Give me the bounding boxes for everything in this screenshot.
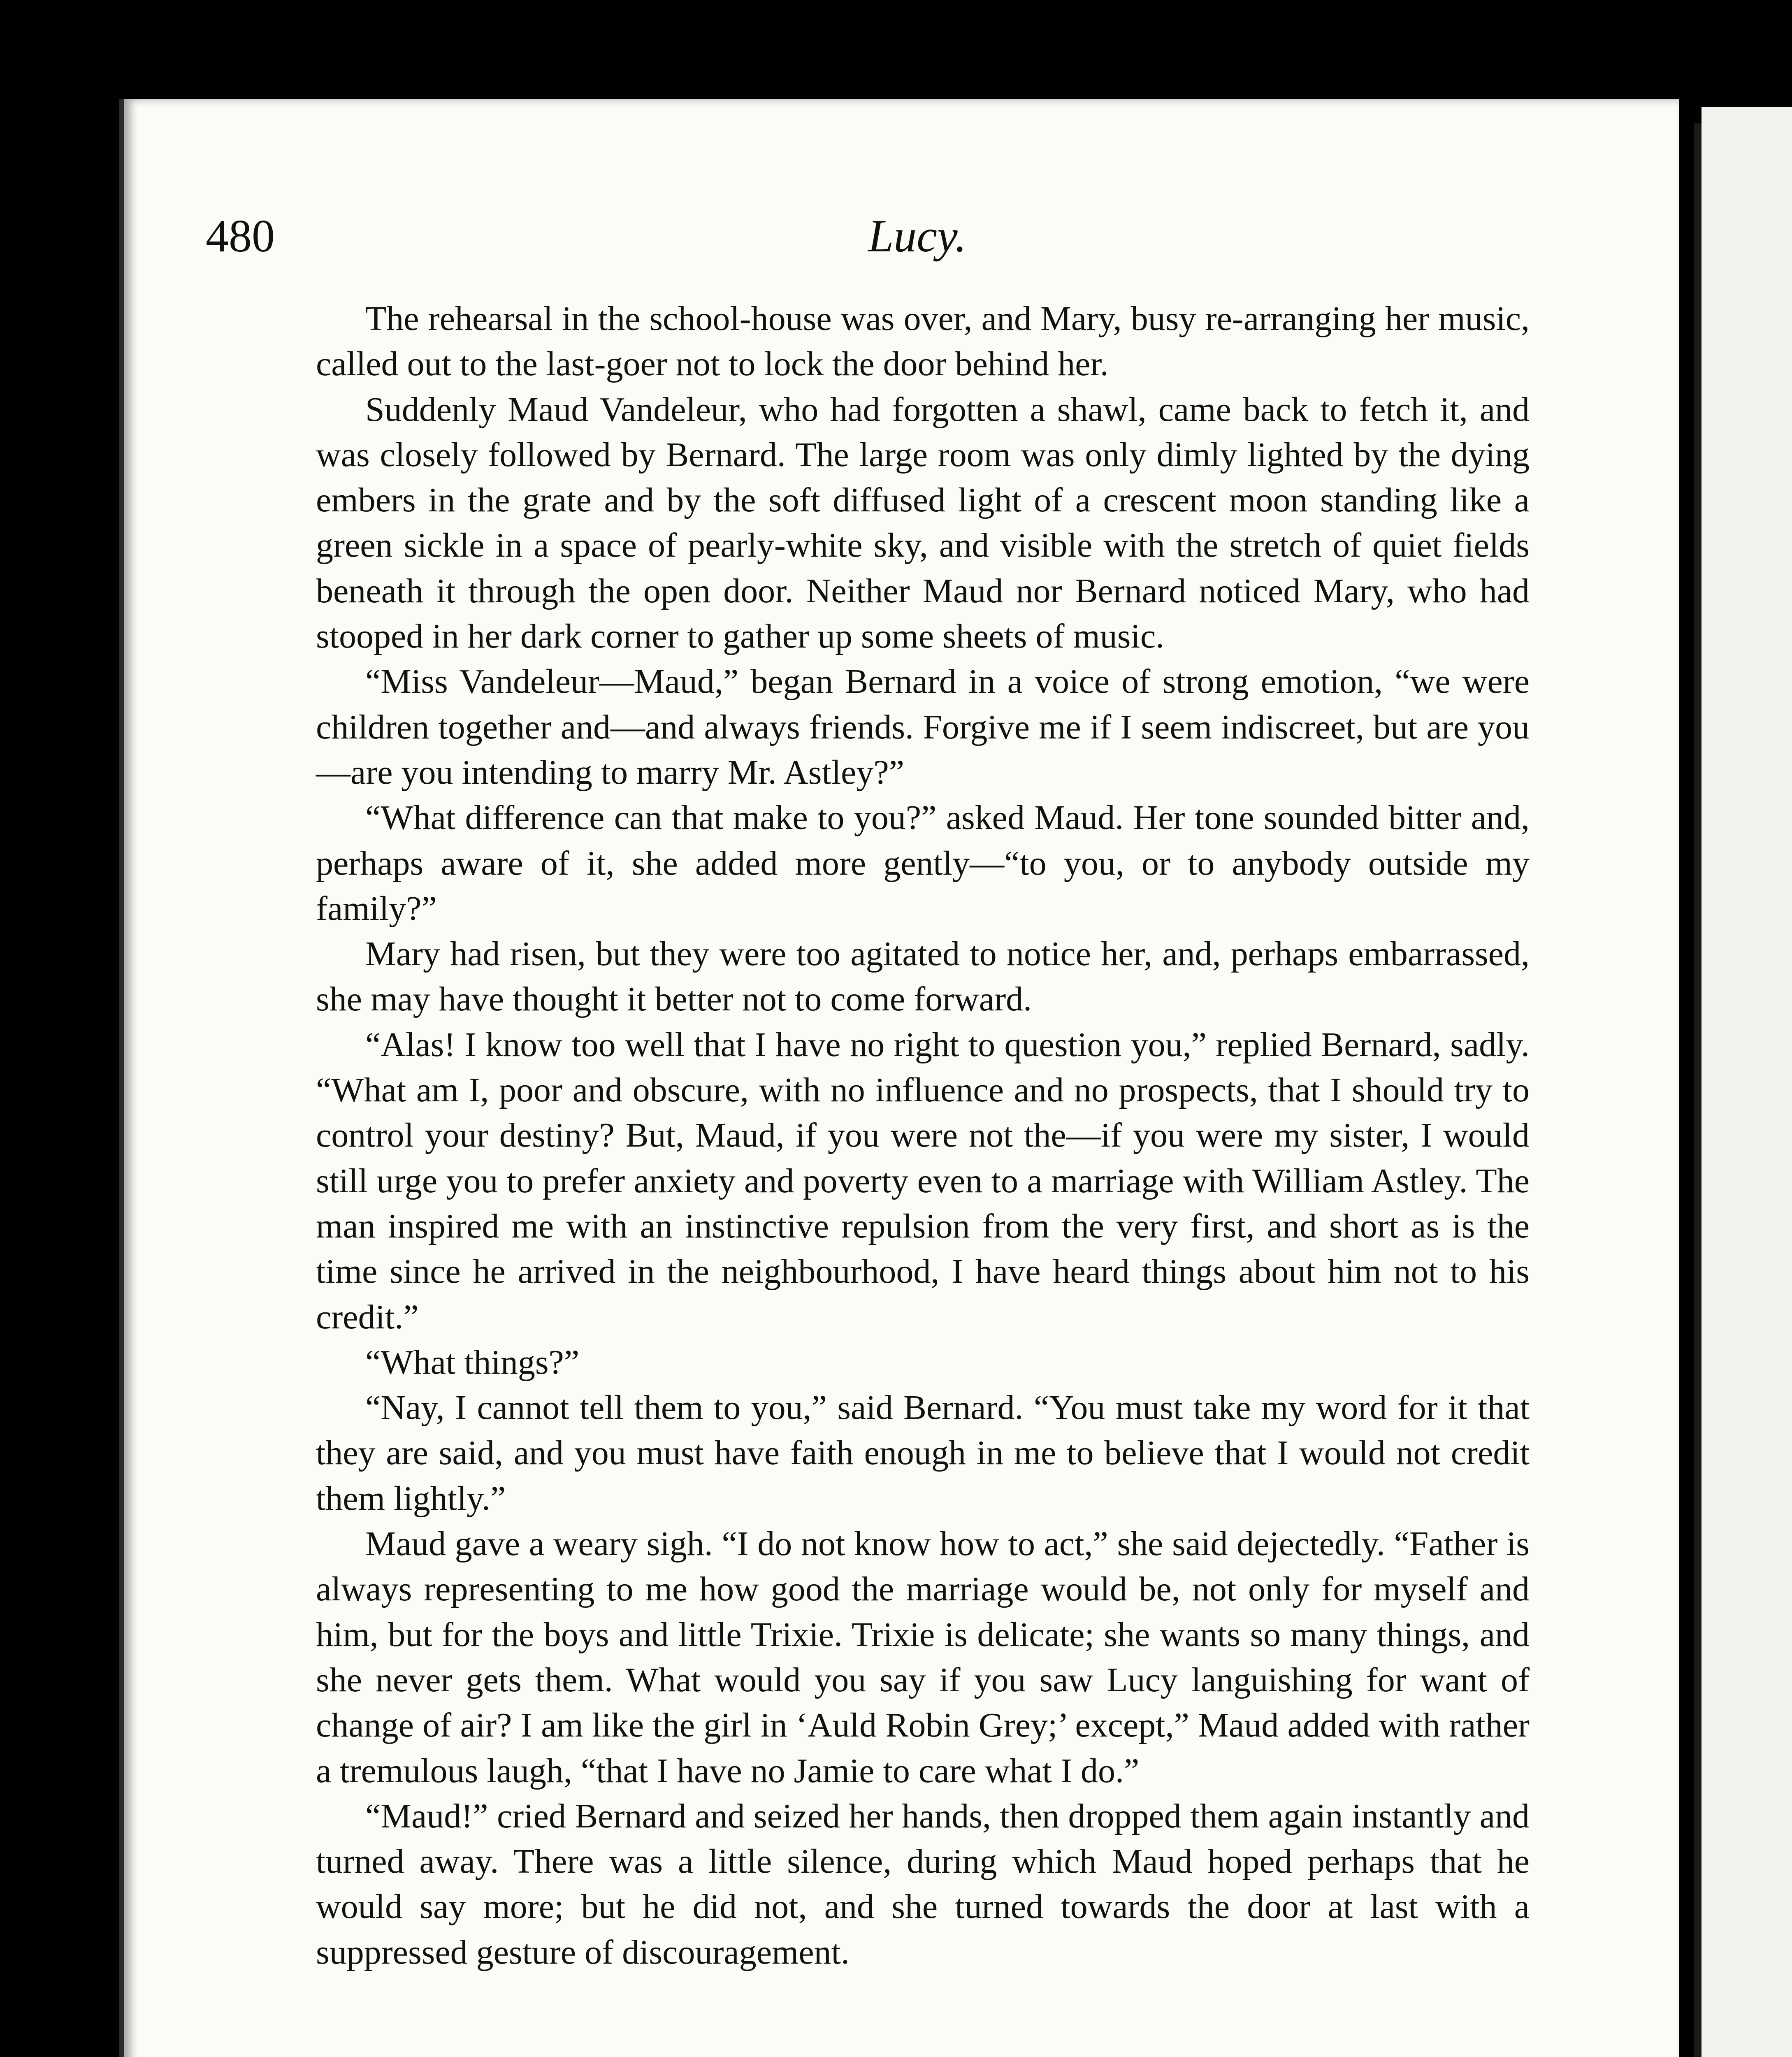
page-gutter — [1694, 123, 1701, 2057]
paragraph: “What difference can that make to you?” asked Maud. Her tone sounded bitter and, perhaps aware of it, she added more gently—“to you, or to anybody outside my family?” — [316, 799, 1530, 928]
running-head — [206, 210, 1571, 284]
paragraph: “Alas! I know too well that I have no right to question you,” replied Bernard, sadly. “What am I, poor and obscure, with no influence and no prospects, that I should try to control your destiny? But, Maud, if you were not the—if you were my sister, I would still urge you to prefer anxiety and poverty even to a marriage with William Astley. The man inspired me with an instinctive repulsion from the very first, and short as is the time since he arrived in the neighbourhood, I have heard things about him not to his credit.” — [316, 1025, 1530, 1336]
paragraph: Suddenly Maud Vandeleur, who had forgotten a shawl, came back to fetch it, and was closely followed by Bernard. The large room was only dimly lighted by the dying embers in the grate and by the soft diffused light of a crescent moon standing like a green sickle in a space of pearly-white sky, and visible with the stretch of quiet fields beneath it through the open door. Neither Maud nor Bernard noticed Mary, who had stooped in her dark corner to gather up some sheets of music. — [316, 390, 1530, 656]
paragraph: Maud gave a weary sigh. “I do not know how to act,” she said dejectedly. “Father is always representing to me how good the marriage would be, not only for myself and him, but for the boys and little Trixie. Trixie is delicate; she wants so many things, and she never gets them. What would you say if you saw Lucy languishing for want of change of air? I am like the girl in ‘Auld Robin Grey;’ except,” Maud added with rather a tremulous laugh, “that I have no Jamie to care what I do.” — [316, 1525, 1530, 1790]
facing-page-edge — [1701, 107, 1792, 2057]
body-text — [316, 296, 1530, 1975]
paragraph: “Miss Vandeleur—Maud,” began Bernard in a voice of strong emotion, “we were children together and—and always friends. Forgive me if I seem indiscreet, but are you—are you intending to marry Mr. Astley?” — [316, 662, 1530, 792]
paragraph: The rehearsal in the school-house was over, and Mary, busy re-arranging her music, called out to the last-goer not to lock the door behind her. — [316, 299, 1530, 383]
running-title: Lucy. — [868, 211, 967, 262]
paragraph: “Maud!” cried Bernard and seized her hands, then dropped them again instantly and turned away. There was a little silence, during which Maud hoped perhaps that he would say more; but he did not, and she turned towards the door at last with a suppressed gesture of discouragement. — [316, 1797, 1530, 1971]
paragraph: “What things?” — [365, 1343, 580, 1381]
paragraph: “Nay, I cannot tell them to you,” said Bernard. “You must take my word for it that they are said, and you must have faith enough in me to believe that I would not credit them lightly.” — [316, 1388, 1530, 1518]
page-number: 480 — [206, 211, 275, 262]
paragraph: Mary had risen, but they were too agitated to notice her, and, perhaps embarrassed, she may have thought it better not to come forward. — [316, 935, 1530, 1019]
